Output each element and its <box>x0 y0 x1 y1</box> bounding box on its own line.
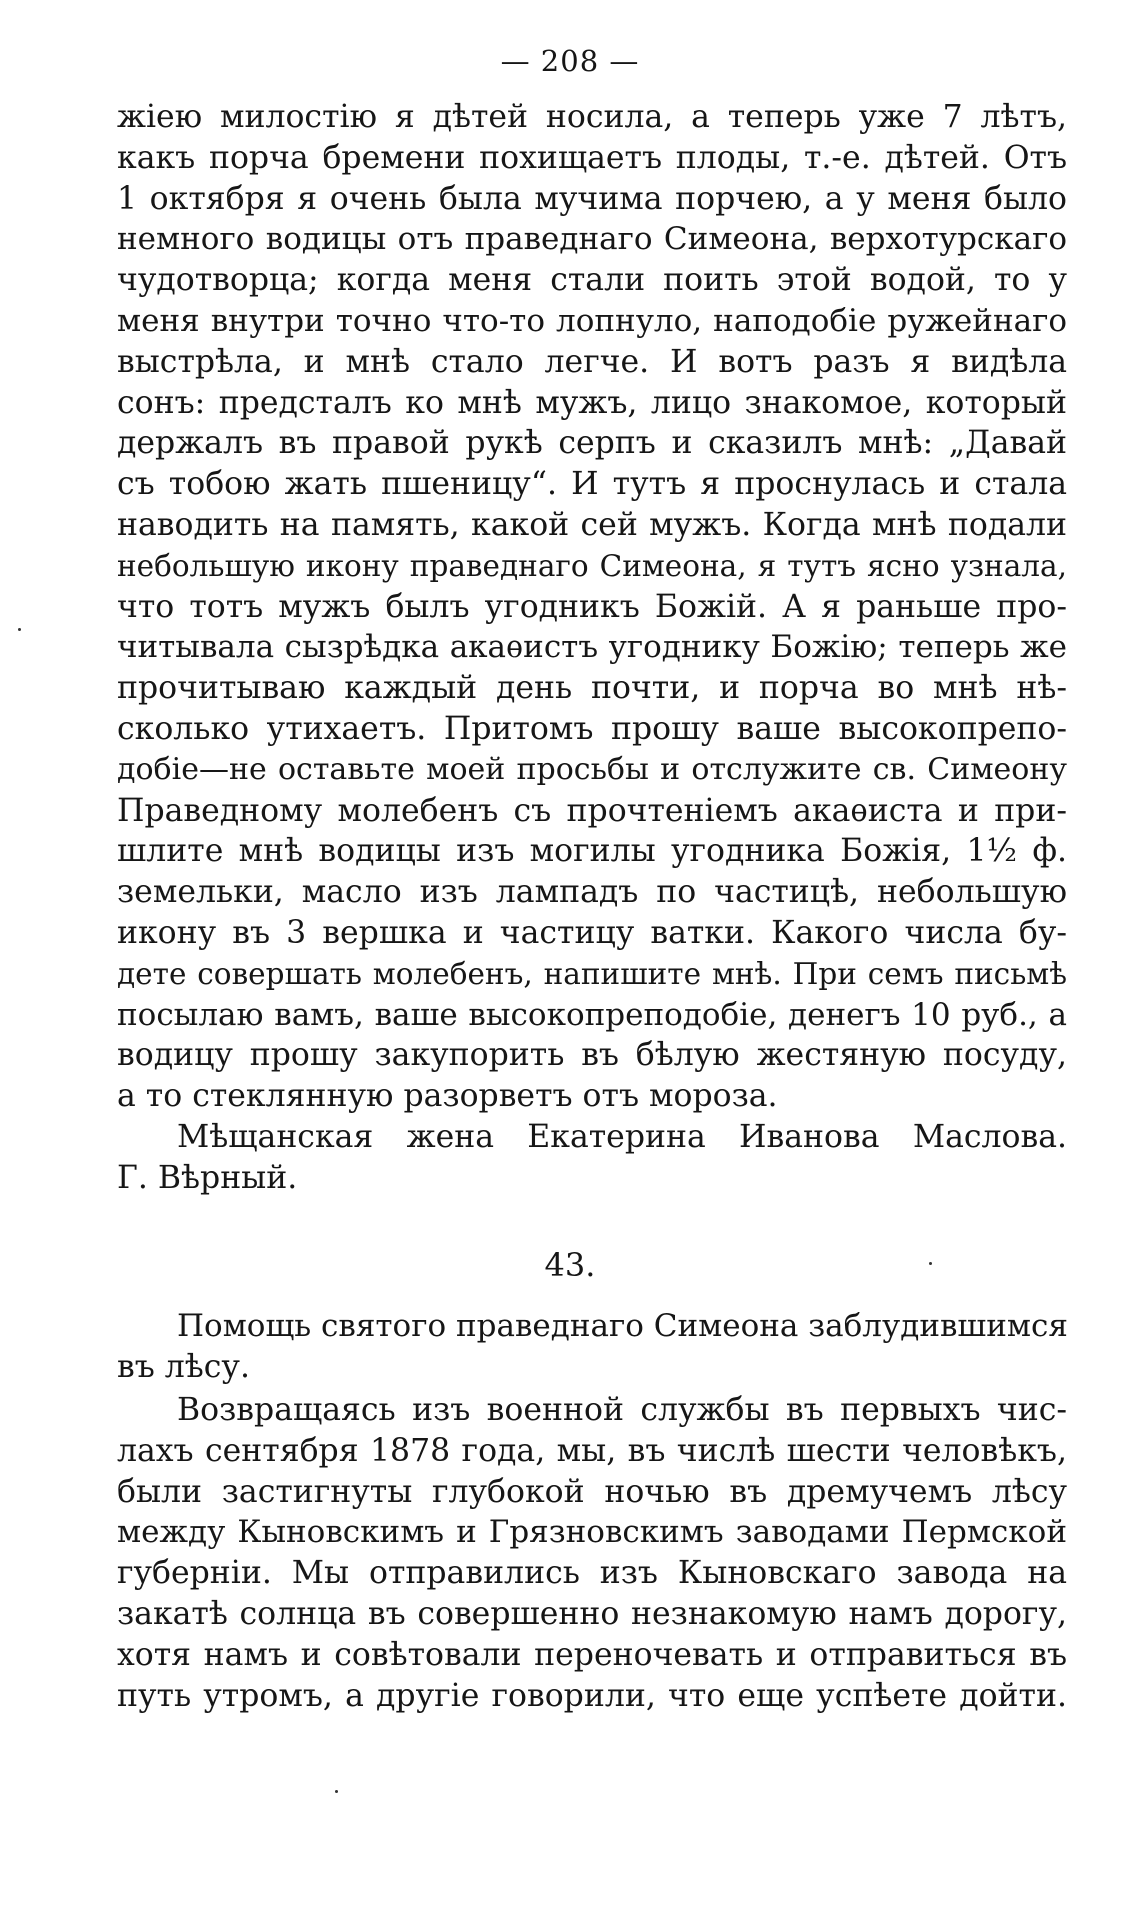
text-line: посылаю вамъ, ваше высокопреподобіе, денегъ 10 руб., а <box>117 996 1067 1033</box>
text-line: чудотворца; когда меня стали поить этой водой, то у <box>117 262 1067 299</box>
text-line: хотя намъ и совѣтовали переночевать и отправиться въ <box>117 1636 1067 1673</box>
text-line: добіе—не оставьте моей просьбы и отслужите св. Симеону <box>117 751 1067 787</box>
section-title <box>117 1306 1067 1388</box>
text-line: шлите мнѣ водицы изъ могилы угодника Божія, 1½ ф. <box>117 833 1067 870</box>
text-line: съ тобою жать пшеницу“. И тутъ я проснулась и стала <box>117 466 1067 503</box>
text-line: небольшую икону праведнаго Симеона, я тутъ ясно узнала, <box>117 548 1067 583</box>
text-line: Праведному молебенъ съ прочтеніемъ акаѳиста и при- <box>117 792 1067 829</box>
text-line: земельки, масло изъ лампадъ по частицѣ, небольшую <box>117 874 1067 911</box>
text-line: Возвращаясь изъ военной службы въ первыхъ чис- <box>177 1392 1067 1428</box>
text-line: сколько утихаетъ. Притомъ прошу ваше высокопрепо- <box>117 710 1067 747</box>
text-line: жіею милостію я дѣтей носила, а теперь уже 7 лѣтъ, <box>117 99 1067 135</box>
section-body <box>117 1390 1067 1716</box>
text-line: лахъ сентября 1878 года, мы, въ числѣ шести человѣкъ, <box>117 1432 1067 1469</box>
text-line: прочитываю каждый день почти, и порча во мнѣ нѣ- <box>117 670 1067 707</box>
letter-text <box>117 97 1067 1199</box>
text-line: сонъ: предсталъ ко мнѣ мужъ, лицо знакомое, который <box>117 384 1067 421</box>
text-line: наводить на память, какой сей мужъ. Когда мнѣ подали <box>117 506 1067 543</box>
text-line: какъ порча бремени похищаетъ плоды, т.-е. дѣтей. Отъ <box>117 139 1067 176</box>
text-line: закатѣ солнца въ совершенно незнакомую намъ дорогу, <box>117 1595 1067 1632</box>
text-line: что тотъ мужъ былъ угодникъ Божій. А я раньше про- <box>117 588 1067 625</box>
text-line: немного водицы отъ праведнаго Симеона, верхотурскаго <box>117 221 1067 258</box>
print-speck <box>18 628 21 631</box>
text-line: читывала сызрѣдка акаѳистъ угоднику Божію; теперь же <box>117 629 1067 666</box>
text-line: путь утромъ, а другіе говорили, что еще успѣете дойти. <box>117 1677 1067 1714</box>
letter-signature: Мѣщанская жена Екатерина Иванова Маслова. <box>177 1118 1067 1155</box>
text-line: были застигнуты глубокой ночью въ дремучемъ лѣсу <box>117 1473 1067 1510</box>
text-line: дете совершать молебенъ, напишите мнѣ. При семъ письмѣ <box>117 956 1067 991</box>
text-line: между Кыновскимъ и Грязновскимъ заводами Пермской <box>117 1514 1067 1551</box>
text-line: выстрѣла, и мнѣ стало легче. И вотъ разъ я видѣла <box>117 343 1067 380</box>
print-speck <box>929 1262 932 1265</box>
text-line: водицу прошу закупорить въ бѣлую жестяную посуду, <box>117 1037 1067 1074</box>
section-title-line: въ лѣсу. <box>117 1348 250 1385</box>
text-line: губерніи. Мы отправились изъ Кыновскаго завода на <box>117 1555 1067 1592</box>
page-number: — 208 — <box>500 44 640 78</box>
print-speck <box>335 1790 338 1793</box>
text-line: меня внутри точно что-то лопнуло, наподобіе ружейнаго <box>117 302 1067 339</box>
letter-place: Г. Вѣрный. <box>117 1159 298 1196</box>
section-title-line: Помощь святого праведнаго Симеона заблудившимся <box>177 1308 1068 1344</box>
text-line: 1 октября я очень была мучима порчею, а у меня было <box>117 180 1067 217</box>
text-line: держалъ въ правой рукѣ серпъ и сказилъ мнѣ: „Давай <box>117 425 1067 462</box>
section-number: 43. <box>544 1246 596 1284</box>
text-line: а то стеклянную разорветъ отъ мороза. <box>117 1078 778 1115</box>
text-line: икону въ 3 вершка и частицу ватки. Какого числа бу- <box>117 914 1067 951</box>
